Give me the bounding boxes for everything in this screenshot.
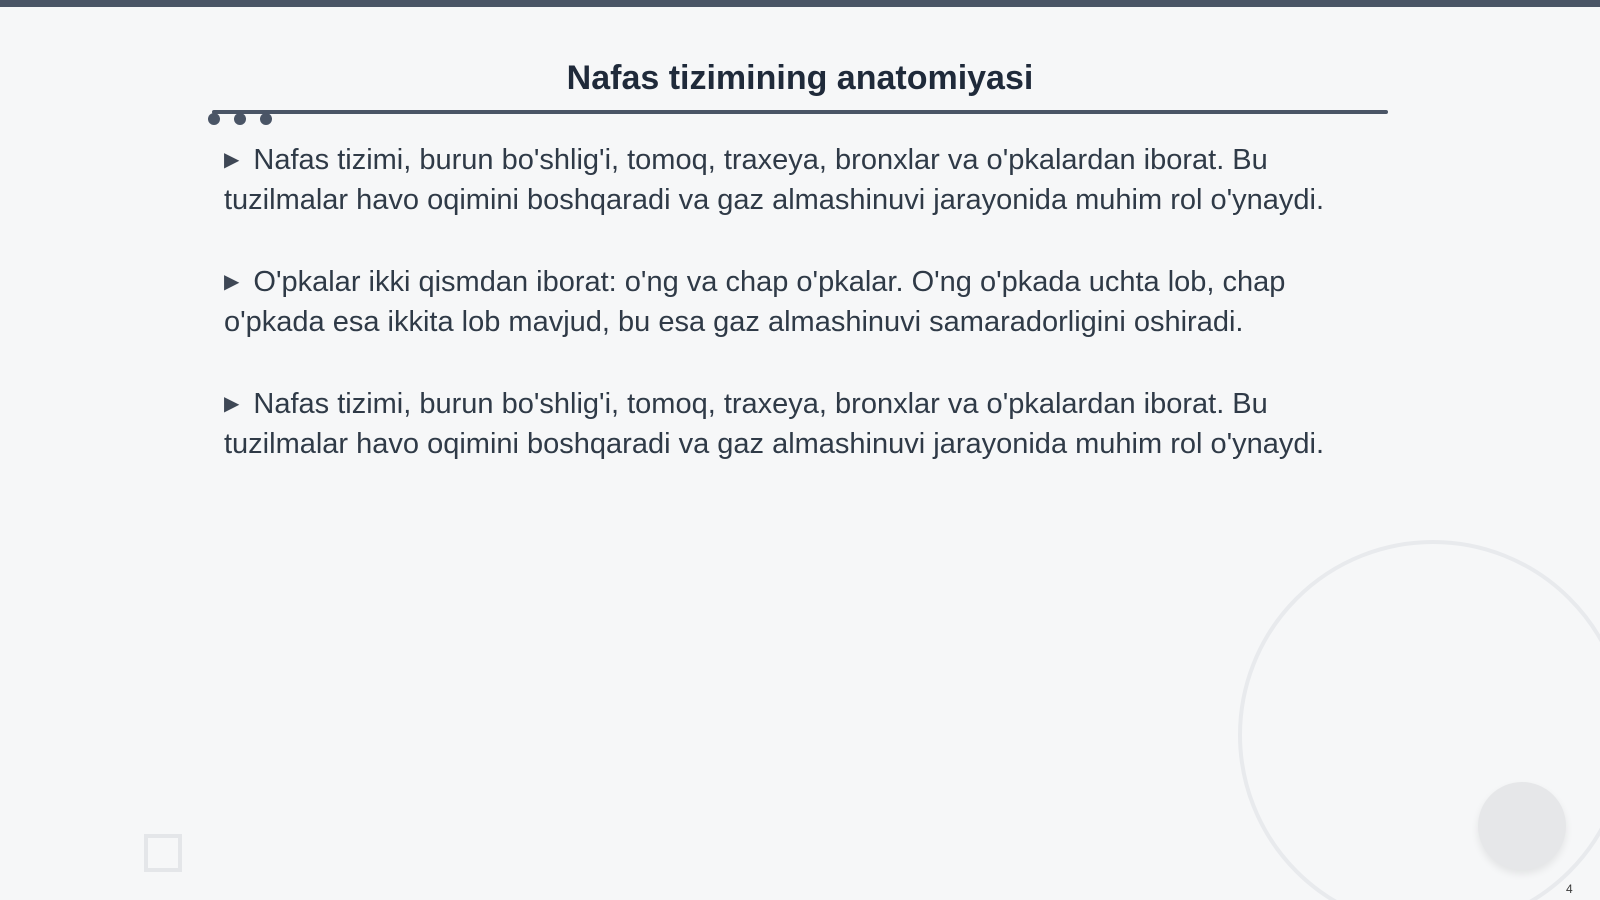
bullet-item [224, 262, 1354, 342]
title-decor-dot [208, 113, 220, 125]
bullet-text: Nafas tizimi, burun bo'shlig'i, tomoq, traxeya, bronxlar va o'pkalardan iborat. Bu tuzilmalar havo oqimini boshqaradi va gaz almashinuvi jarayonida muhim rol o'ynaydi. [224, 388, 1325, 460]
page-number: 4 [1566, 882, 1573, 896]
title-decor-dot [234, 113, 246, 125]
triangle-right-icon: ▶ [224, 271, 240, 293]
bullet-text: O'pkalar ikki qismdan iborat: o'ng va chap o'pkalar. O'ng o'pkada uchta lob, chap o'pkada esa ikkita lob mavjud, bu esa gaz almashinuvi samaradorligini oshiradi. [224, 266, 1286, 338]
title-underline [212, 110, 1388, 114]
title-decor-dot [260, 113, 272, 125]
bullet-item [224, 140, 1354, 220]
decorative-square [144, 834, 182, 872]
bullet-text: Nafas tizimi, burun bo'shlig'i, tomoq, traxeya, bronxlar va o'pkalardan iborat. Bu tuzilmalar havo oqimini boshqaradi va gaz almashinuvi jarayonida muhim rol o'ynaydi. [224, 144, 1325, 216]
bullet-list [224, 140, 1354, 506]
triangle-right-icon: ▶ [224, 149, 240, 171]
bullet-item [224, 384, 1354, 464]
slide-title: Nafas tizimining anatomiyasi [566, 59, 1034, 97]
triangle-right-icon: ▶ [224, 393, 240, 415]
top-accent-bar [0, 0, 1600, 7]
decorative-circle [1478, 782, 1566, 870]
